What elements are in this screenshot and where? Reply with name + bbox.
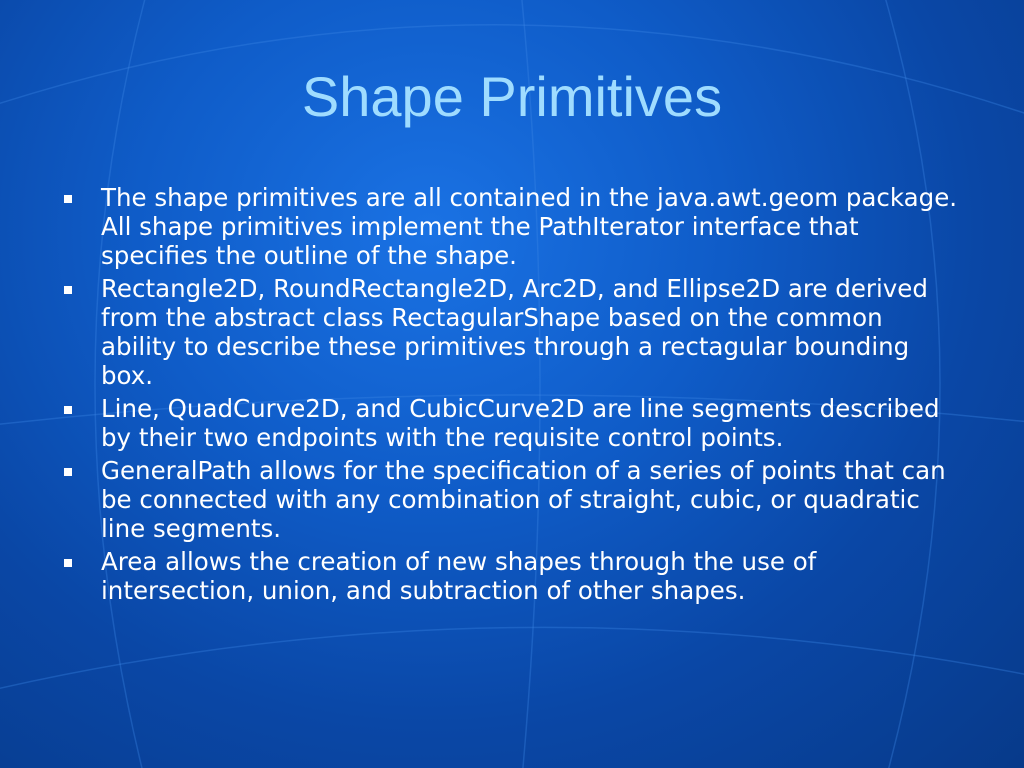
bullet-text: GeneralPath allows for the specification of a series of points that can be connected with any combination of straight, cubic, or quadratic line segments. — [101, 456, 946, 543]
square-bullet-icon — [64, 406, 72, 414]
bullet-text: Area allows the creation of new shapes through the use of intersection, union, and subtraction of other shapes. — [101, 547, 817, 605]
square-bullet-icon — [64, 468, 72, 476]
bullet-item — [60, 456, 960, 543]
bullet-item — [60, 394, 960, 452]
square-bullet-icon — [64, 286, 72, 294]
slide-title: Shape Primitives — [301, 65, 723, 128]
bullet-item — [60, 183, 960, 270]
bullet-item — [60, 274, 960, 390]
bullet-list — [60, 183, 960, 609]
bullet-text: The shape primitives are all contained in the java.awt.geom package. All shape primitives implement the PathIterator interface that specifies the outline of the shape. — [101, 183, 958, 270]
square-bullet-icon — [64, 195, 72, 203]
bullet-text: Rectangle2D, RoundRectangle2D, Arc2D, and Ellipse2D are derived from the abstract class RectagularShape based on the common ability to describe these primitives through a rectagular bounding box. — [101, 274, 928, 390]
bullet-item — [60, 547, 960, 605]
square-bullet-icon — [64, 559, 72, 567]
bullet-text: Line, QuadCurve2D, and CubicCurve2D are line segments described by their two endpoints with the requisite control points. — [101, 394, 940, 452]
